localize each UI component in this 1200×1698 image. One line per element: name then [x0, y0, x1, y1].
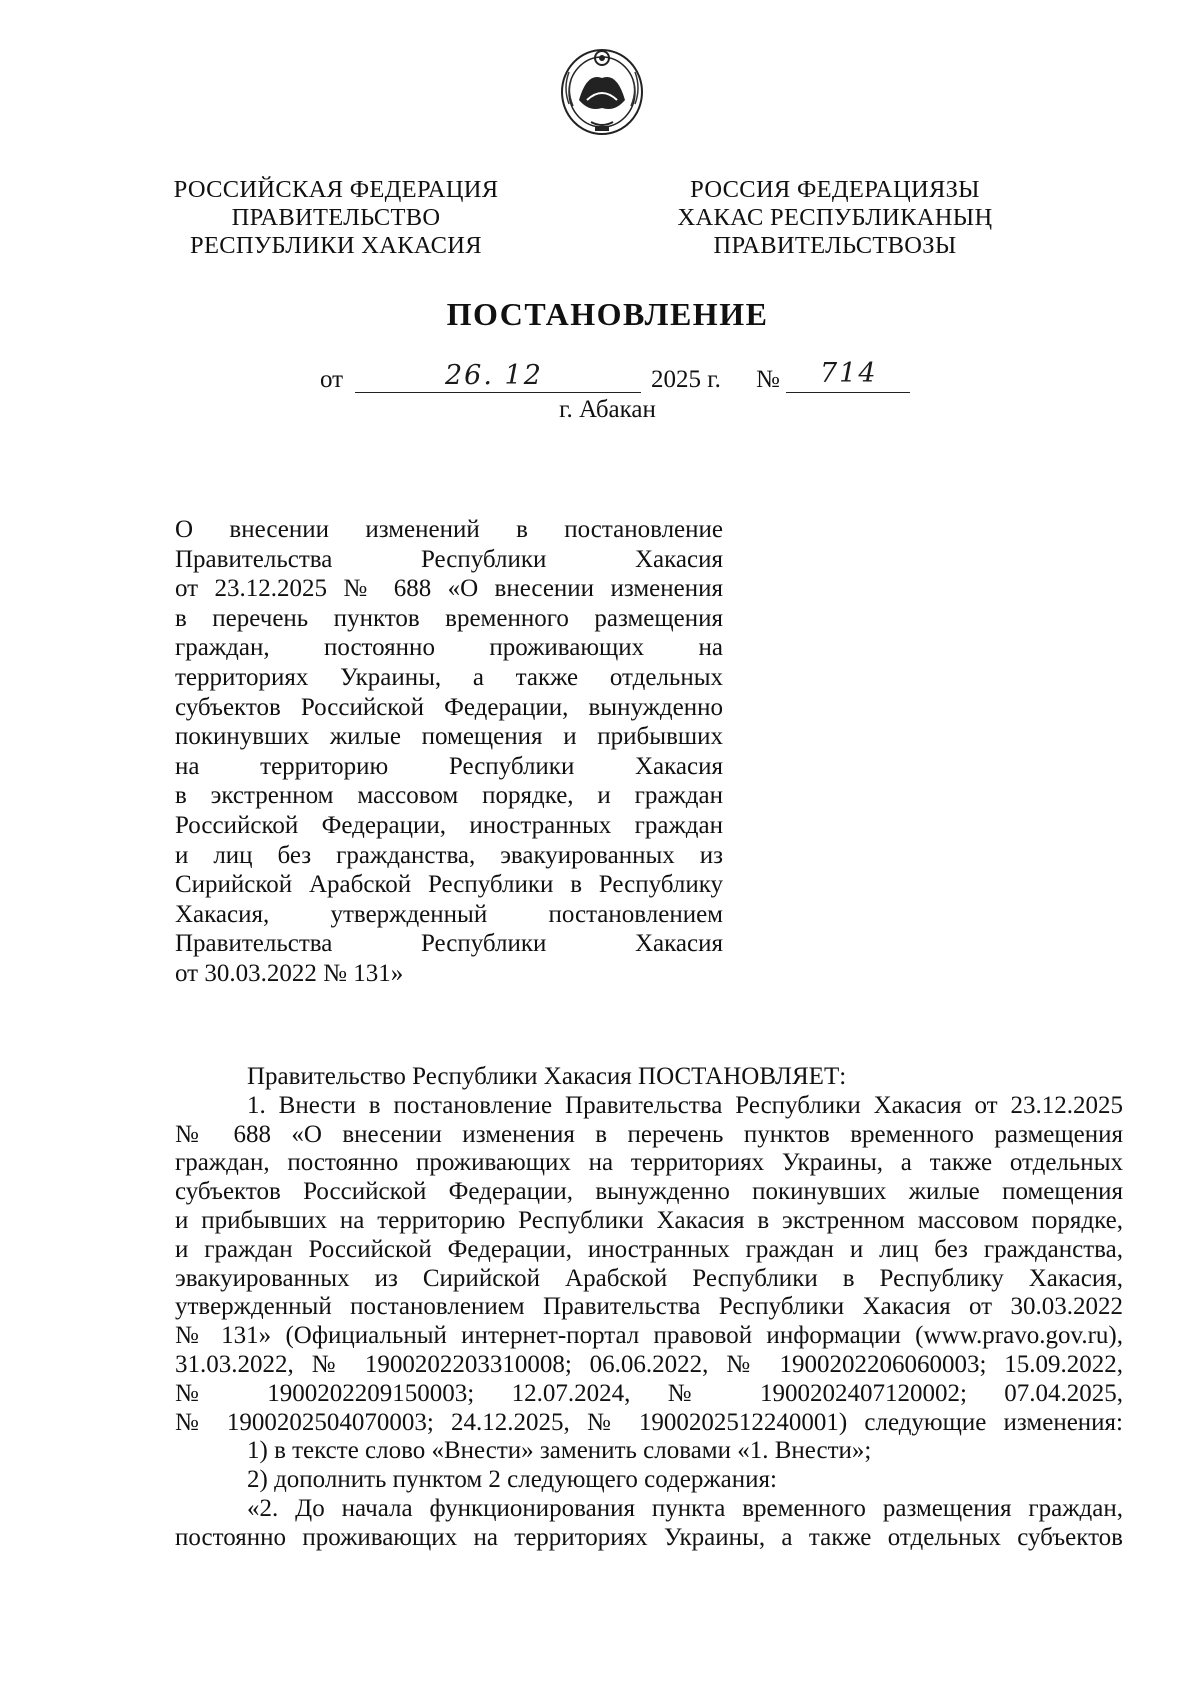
body-line: № 1900202209150003; 12.07.2024, № 1900202407120002; 07.04.2025,: [175, 1379, 1123, 1407]
body-line: 2) дополнить пунктом 2 следующего содержания:: [247, 1466, 777, 1494]
subject-line: на территорию Республики Хакасия: [175, 752, 723, 780]
subject-line: в экстренном массовом порядке, и граждан: [175, 782, 723, 810]
subject-line: О внесении изменений в постановление: [175, 516, 723, 543]
subject-line: Правительства Республики Хакасия: [175, 930, 723, 958]
subject-line: субъектов Российской Федерации, вынужденно: [175, 693, 723, 721]
document-body: [175, 1063, 1123, 1553]
body-line: и прибывших на территорию Республики Хакасия в экстренном массовом порядке,: [175, 1206, 1123, 1234]
body-line: № 688 «О внесении изменения в перечень пунктов временного размещения: [175, 1120, 1123, 1148]
handwritten-date: 26. 12: [445, 360, 543, 391]
number-label: №: [756, 366, 780, 393]
date-from-label: от: [320, 366, 344, 393]
subject-line: граждан, постоянно проживающих на: [175, 634, 723, 662]
header-left-line: ПРАВИТЕЛЬСТВО: [231, 204, 441, 231]
header-left-line: РЕСПУБЛИКИ ХАКАСИЯ: [190, 232, 482, 259]
body-line: № 1900202504070003; 24.12.2025, № 1900202512240001) следующие изменения:: [175, 1408, 1123, 1436]
coat-of-arms-emblem: [557, 42, 647, 138]
header-right: [655, 176, 1015, 260]
number-underline: [786, 392, 910, 393]
subject-line: Хакасия, утвержденный постановлением: [175, 900, 723, 928]
body-line: утвержденный постановлением Правительства Республики Хакасия от 30.03.2022: [175, 1293, 1123, 1321]
body-line: № 131» (Официальный интернет-портал правовой информации (www.pravo.gov.ru),: [175, 1322, 1123, 1350]
subject-line: покинувших жилые помещения и прибывших: [175, 723, 723, 751]
header-right-line: ПРАВИТЕЛЬСТВОЗЫ: [713, 232, 957, 259]
handwritten-number: 714: [820, 358, 878, 389]
document-title: ПОСТАНОВЛЕНИЕ: [446, 296, 769, 332]
date-year: 2025 г.: [651, 366, 721, 393]
document-subject: [175, 515, 723, 989]
body-line: 1. Внести в постановление Правительства Республики Хакасия от 23.12.2025: [247, 1091, 1123, 1119]
body-line: 31.03.2022, № 1900202203310008; 06.06.2022, № 1900202206060003; 15.09.2022,: [175, 1350, 1123, 1378]
subject-line: от 23.12.2025 № 688 «О внесении изменения: [175, 575, 723, 603]
body-line: постоянно проживающих на территориях Украины, а также отдельных субъектов: [175, 1523, 1123, 1551]
subject-line: от 30.03.2022 № 131»: [175, 959, 404, 987]
subject-line: в перечень пунктов временного размещения: [175, 604, 723, 632]
body-line: «2. До начала функционирования пункта временного размещения граждан,: [247, 1494, 1123, 1522]
city: г. Абакан: [559, 396, 656, 423]
date-underline: [355, 392, 641, 393]
header-left-line: РОССИЙСКАЯ ФЕДЕРАЦИЯ: [173, 176, 499, 203]
body-line: эвакуированных из Сирийской Арабской Республики в Республику Хакасия,: [175, 1264, 1123, 1292]
body-line: субъектов Российской Федерации, вынужденно покинувших жилые помещения: [175, 1178, 1123, 1206]
subject-line: Правительства Республики Хакасия: [175, 545, 723, 573]
header-right-line: РОССИЯ ФЕДЕРАЦИЯЗЫ: [690, 176, 980, 203]
subject-line: Российской Федерации, иностранных граждан: [175, 811, 723, 839]
body-line: 1) в тексте слово «Внести» заменить словами «1. Внести»;: [247, 1437, 872, 1465]
header-right-line: ХАКАС РЕСПУБЛИКАНЫҢ: [677, 204, 993, 231]
body-line: и граждан Российской Федерации, иностранных граждан и лиц без гражданства,: [175, 1235, 1123, 1263]
subject-line: Сирийской Арабской Республики в Республику: [175, 871, 723, 899]
body-line: граждан, постоянно проживающих на территориях Украины, а также отдельных: [175, 1149, 1123, 1177]
header-left: [156, 176, 516, 260]
subject-line: территориях Украины, а также отдельных: [175, 663, 723, 691]
subject-line: и лиц без гражданства, эвакуированных из: [175, 841, 723, 869]
body-line: Правительство Республики Хакасия ПОСТАНОВЛЯЕТ:: [247, 1063, 847, 1090]
